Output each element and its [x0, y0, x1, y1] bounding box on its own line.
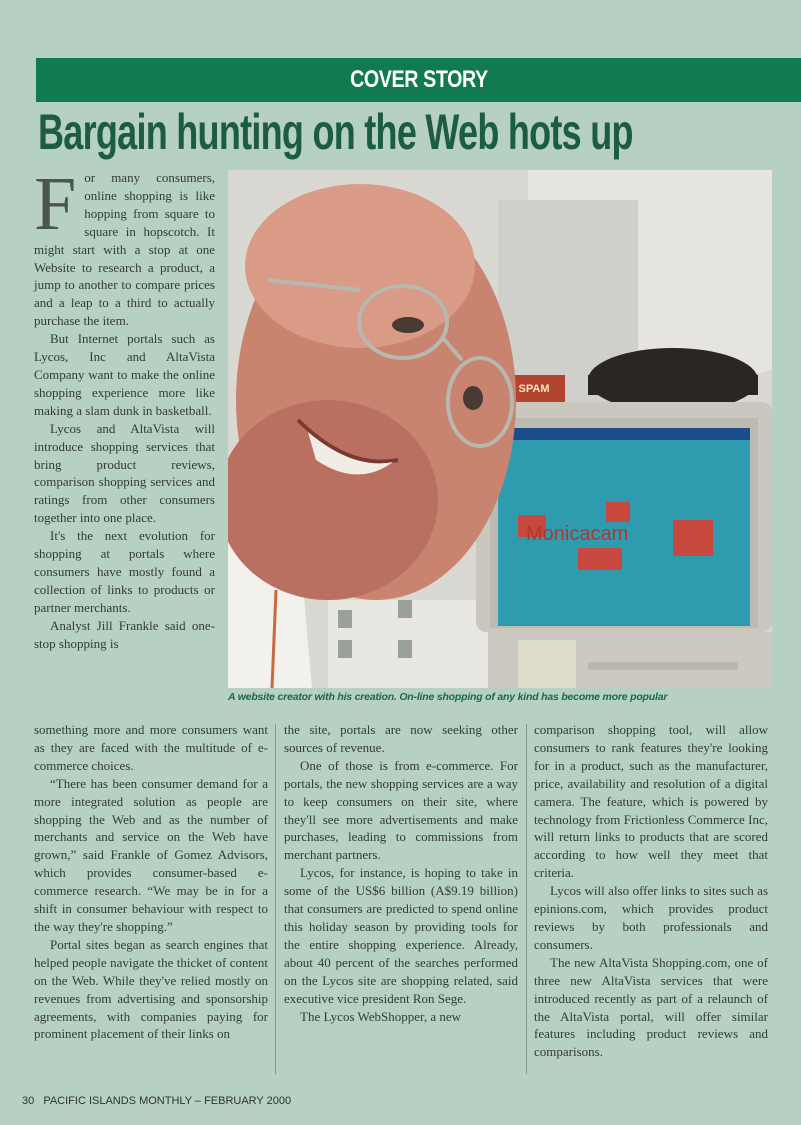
- article-column-1-top: [34, 162, 215, 652]
- paragraph: Lycos and AltaVista will introduce shopping services that bring product reviews, comparison shopping services and ratings from other consumers together into one place.: [34, 420, 215, 526]
- photo-caption: A website creator with his creation. On-line shopping of any kind has become more popular: [228, 691, 668, 703]
- article-column-3: [534, 721, 768, 1061]
- column-divider: [526, 724, 527, 1074]
- screen-monicacam-text: Monicacam: [526, 523, 629, 545]
- headline: Bargain hunting on the Web hots up: [38, 104, 633, 160]
- paragraph: “There has been consumer demand for a more integrated solution as people are shopping the Web and as the number of merchants and service on the Web have grown,” said Frankle of Gomez Advisors, which provides consumer-based e-commerce research. “We may be in for a shift in consumer behaviour with respect to the way they're shopping.”: [34, 775, 268, 934]
- paragraph: comparison shopping tool, will allow consumers to rank features they're looking for in a product, such as the manufacturer, price, availability and resolution of a digital camera. The feature, which is powered by technology from Frictionless Commerce Inc, will return links to products that are scored according to how well they meet that criteria.: [534, 722, 768, 881]
- paragraph: or many consumers, online shopping is like hopping from square to square in hopscotch. It might start with a stop at one Website to research a product, a jump to another to compare prices and a leap to a third to actually purchase the item.: [34, 170, 215, 329]
- paragraph: The new AltaVista Shopping.com, one of three new AltaVista services that were introduced recently as part of a relaunch of the AltaVista portal, will offer similar features including product reviews and comparisons.: [534, 954, 768, 1060]
- paragraph: The Lycos WebShopper, a new: [300, 1008, 462, 1024]
- paragraph: the site, portals are now seeking other sources of revenue.: [284, 722, 518, 755]
- article-photo: [228, 170, 772, 688]
- paragraph: Lycos, for instance, is hoping to take in some of the US$6 billion (A$9.19 billion) that consumers are predicted to spend online this holiday season by providing tools for the entire shopping experience. Already, about 40 percent of the searches performed on the Lycos site are shopping related, said executive vice president Ron Sege.: [284, 865, 518, 1006]
- section-label: COVER STORY: [349, 66, 488, 93]
- paragraph: Analyst Jill Frankle said one-stop shopping is: [34, 617, 215, 651]
- paragraph: One of those is from e-commerce. For portals, the new shopping services are a way to keep consumers on their site, where they'll see more advertisements and make purchases, leading to commissions from merchant partners.: [284, 757, 518, 863]
- article-column-1-bottom: [34, 721, 268, 1043]
- section-banner: [36, 58, 801, 102]
- photo-illustration: [228, 170, 772, 688]
- page-footer: [22, 1095, 291, 1107]
- page-number: 30: [22, 1095, 35, 1107]
- paragraph: Lycos will also offer links to sites such as epinions.com, which provides product reviews by both professionals and consumers.: [534, 883, 768, 952]
- article-column-2: [284, 721, 518, 1025]
- paragraph: But Internet portals such as Lycos, Inc and AltaVista Company want to make the online shopping experience more like making a slam dunk in basketball.: [34, 331, 215, 418]
- paragraph: something more and more consumers want as they are faced with the multitude of e-commerce choices.: [34, 722, 268, 773]
- publication-line: PACIFIC ISLANDS MONTHLY – FEBRUARY 2000: [43, 1095, 292, 1107]
- drop-cap: F: [34, 162, 77, 246]
- spam-can-label: SPAM: [518, 383, 550, 395]
- column-divider: [275, 724, 276, 1074]
- paragraph: Portal sites began as search engines that helped people navigate the thicket of content on the Web. While they've relied mostly on revenues from advertising and sponsorship agreements, with companies paying for prominent placement of their links on: [34, 936, 268, 1042]
- paragraph: It's the next evolution for shopping at portals where consumers have mostly found a collection of links to products or partner merchants.: [34, 528, 215, 615]
